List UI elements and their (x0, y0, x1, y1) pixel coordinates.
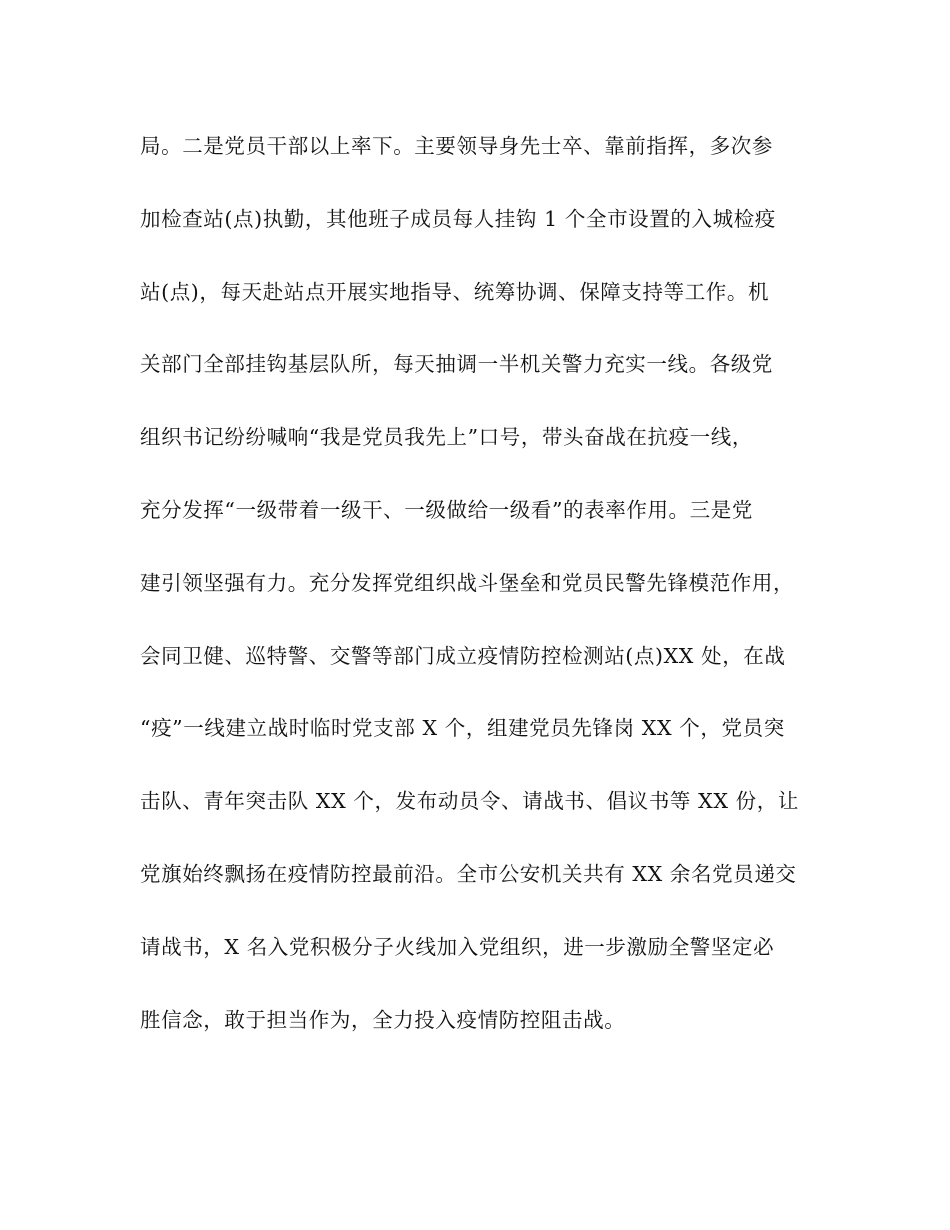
text-line: 党旗始终飘扬在疫情防控最前沿。全市公安机关共有 XX 余名党员递交 (140, 861, 797, 886)
text-line: 击队、青年突击队 XX 个，发布动员令、请战书、倡议书等 XX 份，让 (140, 789, 799, 814)
text-line: 站(点)，每天赴站点开展实地指导、统筹协调、保障支持等工作。机 (140, 279, 770, 304)
text-line: 胜信念，敢于担当作为，全力投入疫情防控阻击战。 (140, 1007, 626, 1032)
text-line: “疫”一线建立战时临时党支部 X 个，组建党员先锋岗 XX 个，党员突 (140, 716, 785, 741)
text-line: 加检查站(点)执勤，其他班子成员每人挂钩 1 个全市设置的入城检疫 (140, 206, 776, 231)
body-text (140, 122, 820, 1068)
text-line: 会同卫健、巡特警、交警等部门成立疫情防控检测站(点)XX 处，在战 (140, 643, 786, 668)
text-line: 请战书，X 名入党积极分子火线加入党组织，进一步激励全警坚定必 (140, 934, 775, 959)
text-line: 关部门全部挂钩基层队所，每天抽调一半机关警力充实一线。各级党 (140, 352, 773, 377)
text-line: 建引领坚强有力。充分发挥党组织战斗堡垒和党员民警先锋模范作用， (140, 570, 795, 595)
text-line: 充分发挥“一级带着一级干、一级做给一级看”的表率作用。三是党 (140, 497, 753, 522)
text-line: 局。二是党员干部以上率下。主要领导身先士卒、靠前指挥，多次参 (140, 134, 773, 158)
text-line: 组织书记纷纷喊响“我是党员我先上”口号，带头奋战在抗疫一线， (140, 425, 753, 450)
